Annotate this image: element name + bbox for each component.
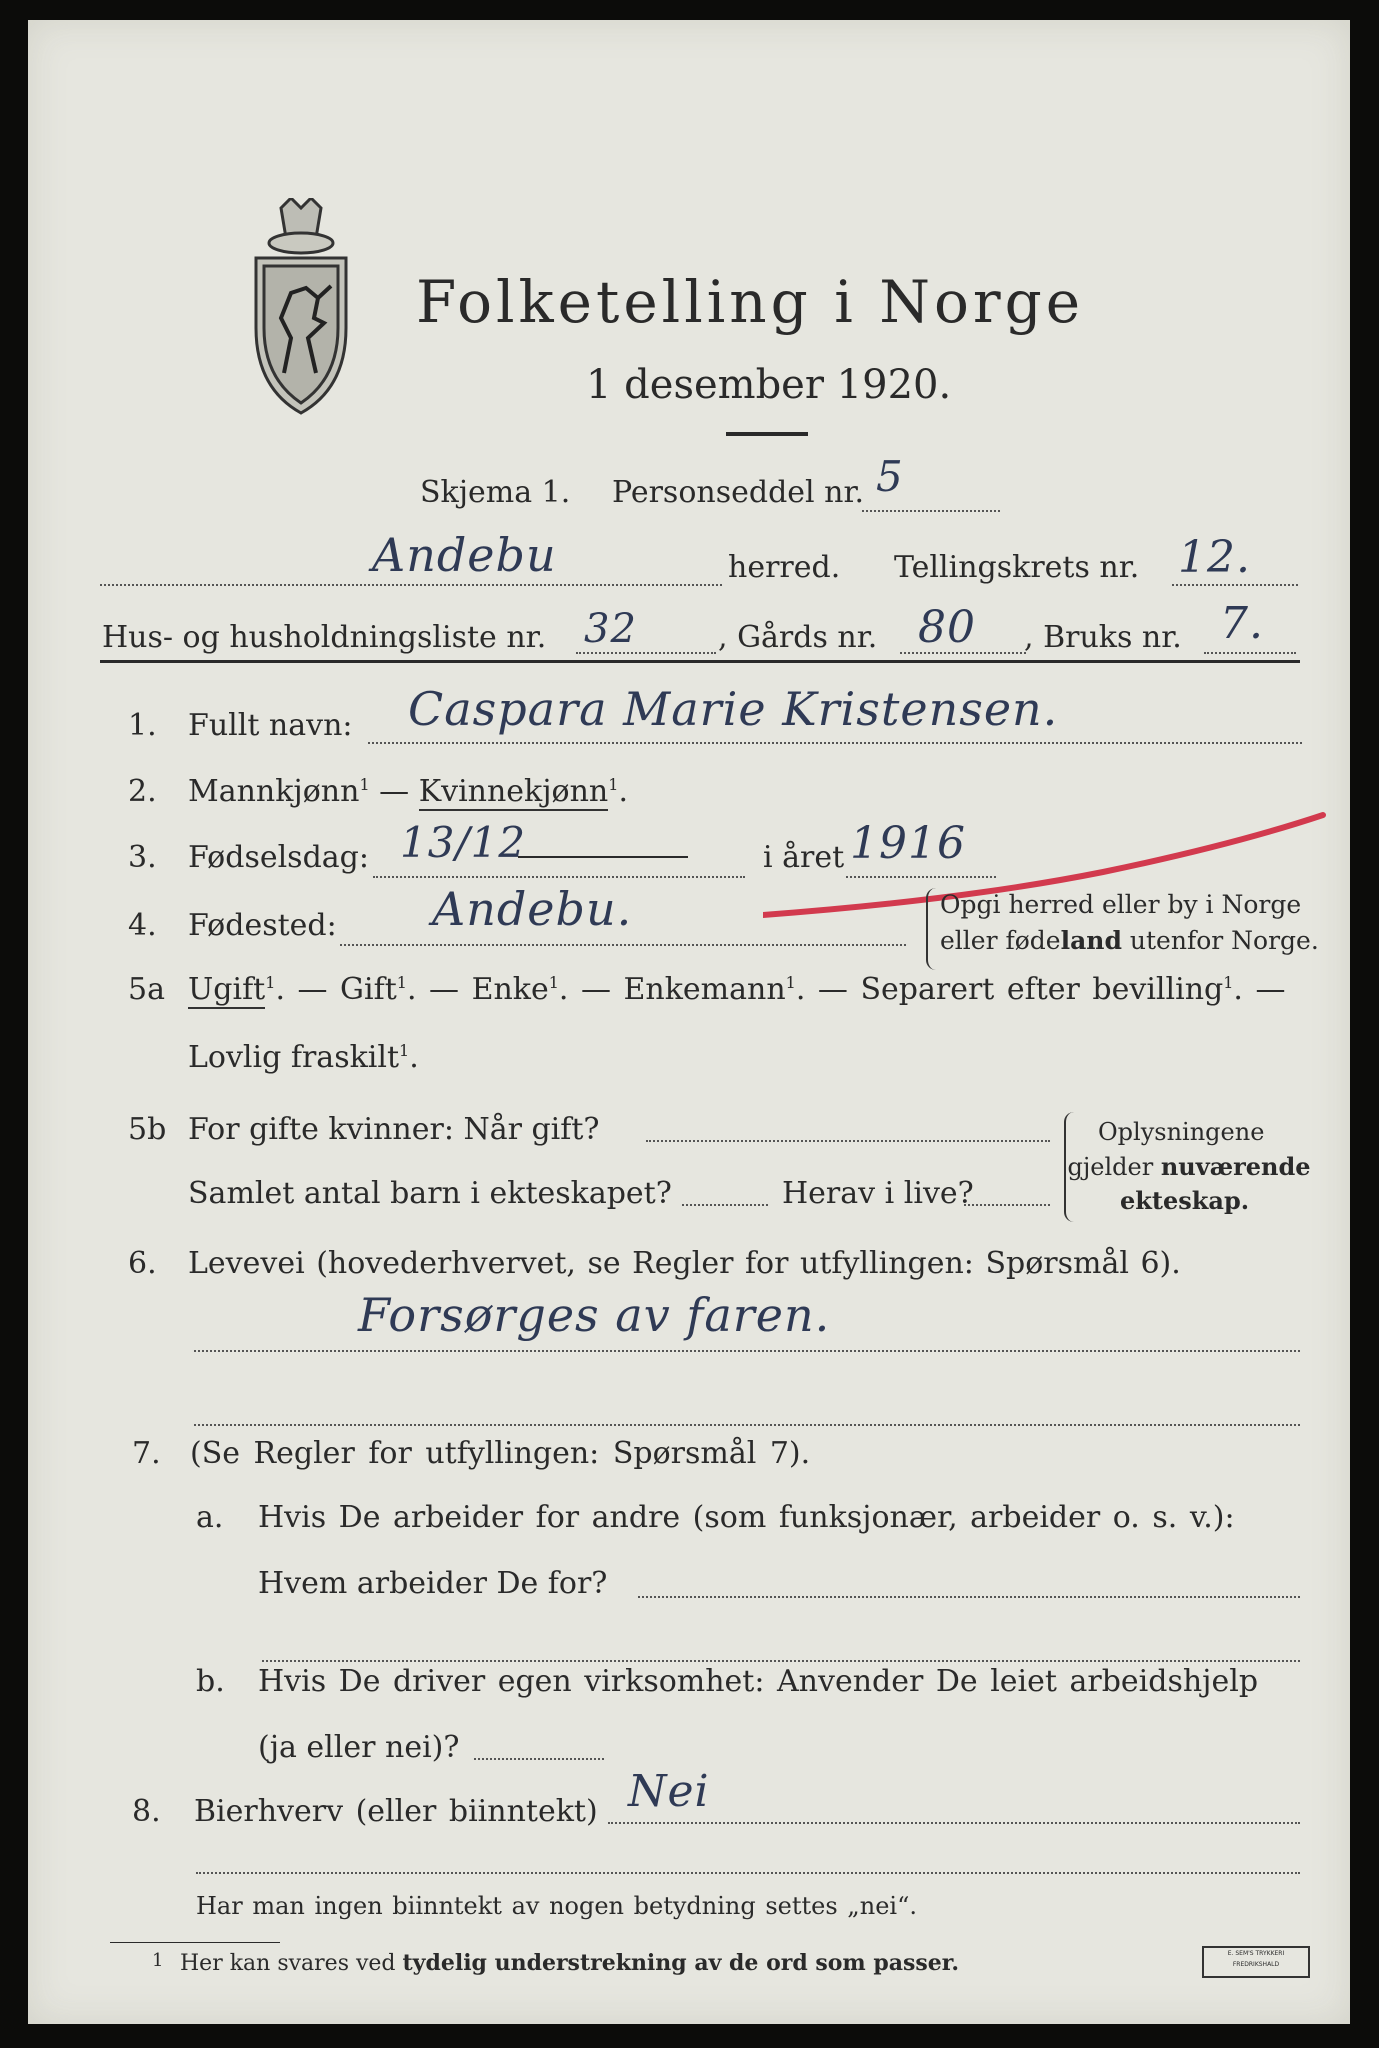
- q5a-options: Ugift$^1$. — Gift$^1$. — Enke$^1$. — Enkemann$^1$. — Separert efter bevilling$^1$. —: [188, 972, 1286, 1007]
- husliste-field: [576, 652, 716, 654]
- personseddel-field: [862, 510, 1000, 512]
- q8-number: 8.: [132, 1794, 161, 1829]
- q4-note-brace: [926, 888, 936, 970]
- q5b-married-field: [646, 1140, 1050, 1142]
- q5a-enke-footnote: 1: [548, 973, 559, 992]
- q4-value[interactable]: Andebu.: [432, 882, 633, 936]
- q8-field-2: [196, 1872, 1300, 1874]
- norway-coat-of-arms-icon: [246, 198, 356, 418]
- q4-label: Fødested:: [188, 908, 337, 943]
- bruks-field: [1204, 652, 1296, 654]
- q3-year-label: i året: [763, 840, 845, 875]
- census-date: 1 desember 1920.: [586, 362, 952, 408]
- footnote-text-b: tydelig understrekning av de ord som passer.: [402, 1950, 960, 1976]
- q5a-separert-footnote: 1: [1223, 973, 1234, 992]
- q8-label: Bierhverv (eller biinntekt): [194, 1794, 598, 1829]
- q5b-note-line2: [1054, 1152, 1324, 1181]
- bruks-label: , Bruks nr.: [1024, 620, 1182, 655]
- q5a-ugift-footnote: 1: [265, 973, 276, 992]
- q3-label: Fødselsdag:: [188, 840, 369, 875]
- q2-separator: —: [369, 774, 419, 809]
- q2-options: [188, 774, 628, 809]
- q2-female-option[interactable]: Kvinnekjønn: [418, 774, 609, 809]
- q5a-separert-option[interactable]: Separert efter bevilling: [860, 972, 1224, 1007]
- q6-value[interactable]: Forsørges av faren.: [358, 1288, 831, 1342]
- gards-field: [900, 652, 1026, 654]
- gards-label: , Gårds nr.: [718, 620, 878, 655]
- bruks-value[interactable]: 7.: [1220, 598, 1264, 649]
- q5a-number: 5a: [128, 972, 165, 1007]
- q2-female-footnote: 1: [608, 775, 619, 794]
- tellingskrets-label: Tellingskrets nr.: [894, 550, 1140, 585]
- q3-value[interactable]: 13/12: [400, 818, 527, 867]
- q3-number: 3.: [128, 840, 157, 875]
- q8-value[interactable]: Nei: [628, 1766, 710, 1817]
- q5a-enkemann-option[interactable]: Enkemann: [623, 972, 786, 1007]
- printer-stamp: [1202, 1946, 1310, 1978]
- q4-note-line1: Opgi herred eller by i Norge: [940, 890, 1302, 919]
- q5a-enkemann-footnote: 1: [785, 973, 796, 992]
- q1-number: 1.: [128, 708, 157, 743]
- q5b-alive-label: Herav i live?: [782, 1176, 974, 1211]
- gards-value[interactable]: 80: [918, 602, 976, 653]
- q4-field: [340, 944, 906, 946]
- q4-note-line2-a: eller føde: [940, 926, 1061, 955]
- tellingskrets-value[interactable]: 12.: [1178, 532, 1251, 583]
- q5b-children-label: Samlet antal barn i ekteskapet?: [188, 1176, 672, 1211]
- q5a-lovlig-option[interactable]: Lovlig fraskilt: [188, 1040, 400, 1075]
- tellingskrets-field: [1172, 584, 1298, 586]
- q5b-children-field: [682, 1204, 768, 1206]
- q5b-note-line2-a: gjelder: [1067, 1153, 1161, 1181]
- q3-dash: [518, 856, 688, 858]
- q5a-gift-option[interactable]: Gift: [340, 972, 397, 1007]
- title-divider: [726, 432, 808, 436]
- footnote-text: [180, 1950, 959, 1976]
- q4-note-line2-c: utenfor Norge.: [1121, 926, 1319, 955]
- q6-field-2: [194, 1424, 1300, 1426]
- q5b-note-line3: ekteskap.: [1120, 1186, 1250, 1215]
- q8-field-1: [608, 1822, 1300, 1824]
- q2-number: 2.: [128, 774, 157, 809]
- q7a-text: Hvis De arbeider for andre (som funksjonær, arbeider o. s. v.):: [258, 1500, 1235, 1535]
- q7b-sub-label: (ja eller nei)?: [258, 1730, 460, 1765]
- q1-label: Fullt navn:: [188, 708, 353, 743]
- q6-label: Levevei (hovederhvervet, se Regler for utfyllingen: Spørsmål 6).: [188, 1246, 1181, 1281]
- husliste-value[interactable]: 32: [584, 606, 637, 652]
- q6-field-1: [194, 1350, 1300, 1352]
- footnote-text-a: Her kan svares ved: [180, 1951, 403, 1976]
- herred-label: herred.: [728, 550, 841, 585]
- q7-label: (Se Regler for utfyllingen: Spørsmål 7).: [190, 1436, 811, 1471]
- husliste-label: Hus- og husholdningsliste nr.: [102, 620, 547, 655]
- q1-value[interactable]: Caspara Marie Kristensen.: [408, 682, 1059, 736]
- q5b-married-label: For gifte kvinner: Når gift?: [188, 1112, 600, 1147]
- q5a-gift-footnote: 1: [396, 973, 407, 992]
- q5a-ugift-option[interactable]: Ugift: [188, 972, 266, 1007]
- q7a-field-2: [262, 1660, 1300, 1662]
- q5b-alive-field: [964, 1204, 1050, 1206]
- herred-value[interactable]: Andebu: [372, 528, 557, 582]
- q7b-text: Hvis De driver egen virksomhet: Anvender De leiet arbeidshjelp: [258, 1664, 1259, 1699]
- q3-field: [373, 876, 745, 878]
- q2-male-footnote: 1: [359, 775, 370, 794]
- q7b-letter: b.: [196, 1664, 225, 1699]
- footnote-number: 1: [152, 1950, 164, 1971]
- q5b-note-line1: Oplysningene: [1098, 1118, 1265, 1146]
- q5b-number: 5b: [128, 1112, 167, 1147]
- footnote-divider: [110, 1942, 280, 1943]
- form-title: Folketelling i Norge: [416, 268, 1085, 336]
- printer-stamp-line2: FREDRIKSHALD: [1232, 1961, 1280, 1968]
- personseddel-value[interactable]: 5: [876, 452, 904, 501]
- q7a-field-1: [638, 1596, 1300, 1598]
- q5a-options-line2: Lovlig fraskilt$^1$.: [188, 1040, 419, 1075]
- skjema-label: Skjema 1.: [420, 475, 571, 510]
- q4-note-line2: [940, 926, 1319, 955]
- q6-number: 6.: [128, 1246, 157, 1281]
- biinntekt-note: Har man ingen biinntekt av nogen betydning settes „nei“.: [196, 1892, 917, 1920]
- printer-stamp-line1: E. SEM'S TRYKKERI: [1227, 1950, 1285, 1957]
- q7-number: 7.: [132, 1436, 161, 1471]
- q2-end: .: [618, 774, 628, 809]
- q7a-letter: a.: [196, 1500, 224, 1535]
- q5a-lovlig-footnote: 1: [399, 1041, 410, 1060]
- herred-field: [100, 584, 722, 586]
- header-divider: [100, 660, 1300, 663]
- census-form-page: [28, 20, 1350, 2024]
- q7b-field: [474, 1758, 604, 1760]
- q5a-enke-option[interactable]: Enke: [471, 972, 549, 1007]
- q4-note-line2-b: land: [1060, 926, 1122, 955]
- q7a-sub-label: Hvem arbeider De for?: [258, 1566, 608, 1601]
- q3-year-value[interactable]: 1916: [850, 818, 966, 869]
- q2-male-option[interactable]: Mannkjønn: [188, 774, 360, 809]
- q4-number: 4.: [128, 908, 157, 943]
- q1-field: [368, 742, 1302, 744]
- q5b-note-line2-b: nuværende: [1160, 1152, 1311, 1181]
- personseddel-label: Personseddel nr.: [612, 475, 865, 510]
